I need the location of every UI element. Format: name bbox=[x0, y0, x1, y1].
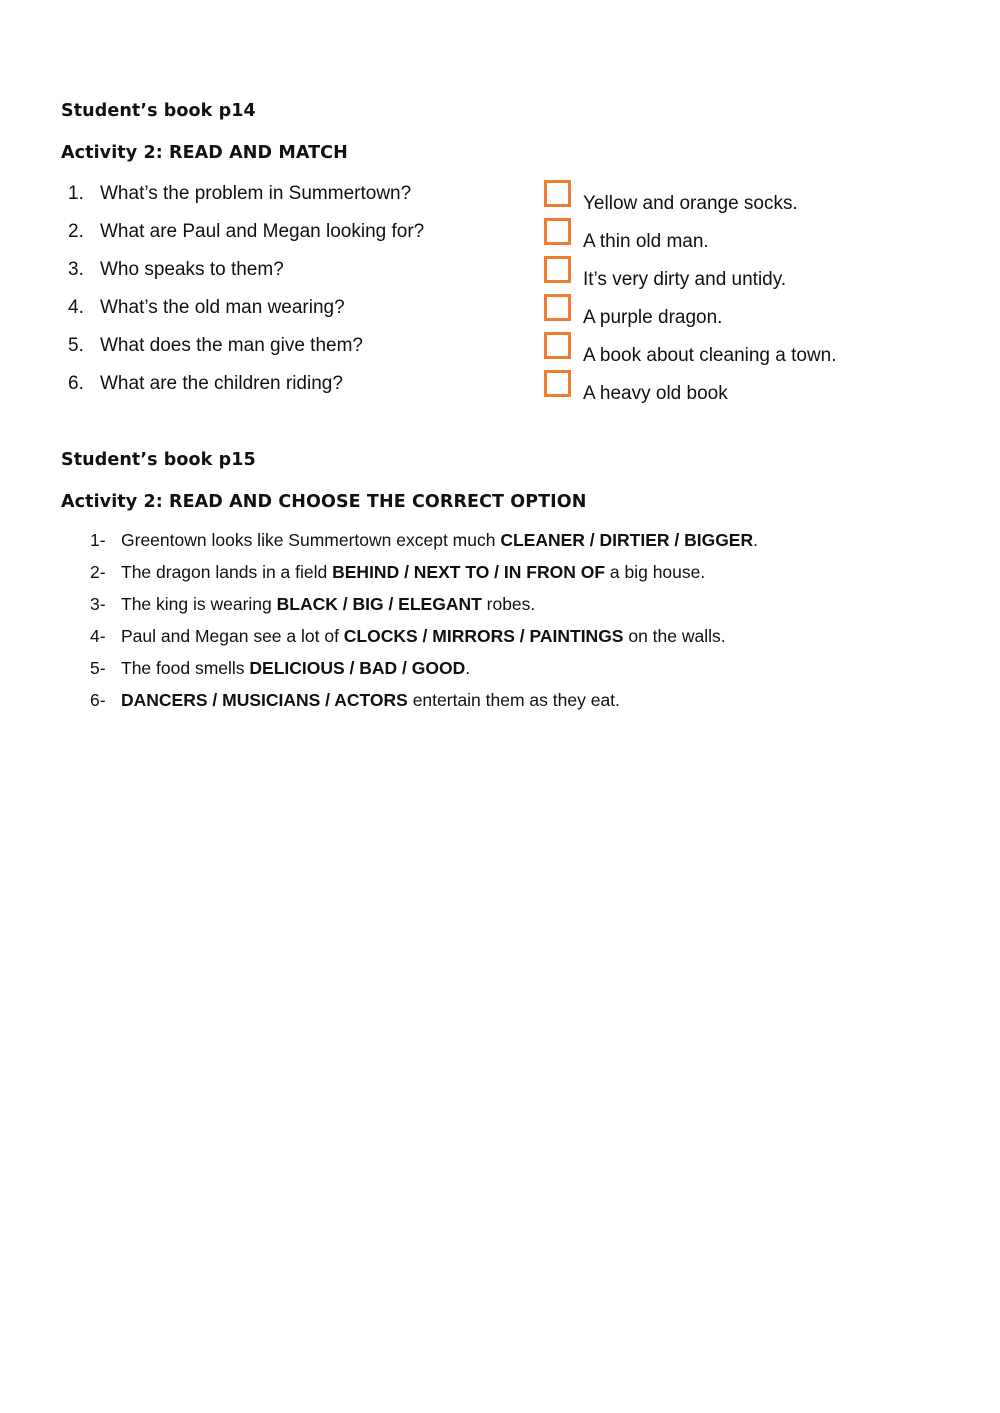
question-text: What’s the problem in Summertown? bbox=[100, 183, 412, 204]
question-text: What’s the old man wearing? bbox=[100, 297, 345, 318]
answer-checkbox[interactable] bbox=[544, 218, 571, 245]
sentence-text-after: . bbox=[753, 530, 758, 550]
sentence-item bbox=[90, 657, 758, 689]
sentence-text-before: The dragon lands in a field bbox=[121, 562, 333, 582]
answer-text: A heavy old book bbox=[583, 383, 728, 404]
answer-checkbox[interactable] bbox=[544, 256, 571, 283]
answer-text: A purple dragon. bbox=[583, 307, 723, 328]
question-item bbox=[68, 220, 424, 258]
sentence-number: 3- bbox=[90, 594, 106, 614]
question-item bbox=[68, 258, 424, 296]
answer-text: A thin old man. bbox=[583, 231, 709, 252]
answer-text: It’s very dirty and untidy. bbox=[583, 269, 787, 290]
activity-heading-match: Activity 2: READ AND MATCH bbox=[61, 143, 348, 163]
sentence-number: 2- bbox=[90, 562, 106, 582]
question-text: What does the man give them? bbox=[100, 335, 363, 356]
sentence-list bbox=[90, 529, 758, 721]
option-choices[interactable]: CLOCKS / MIRRORS / PAINTINGS bbox=[343, 626, 624, 646]
sentence-number: 4- bbox=[90, 626, 106, 646]
option-choices[interactable]: BEHIND / NEXT TO / IN FRON OF bbox=[332, 562, 606, 582]
question-number: 4. bbox=[68, 297, 84, 318]
question-item bbox=[68, 334, 424, 372]
answer-text: A book about cleaning a town. bbox=[583, 345, 837, 366]
option-choices[interactable]: CLEANER / DIRTIER / BIGGER bbox=[500, 530, 754, 550]
option-choices[interactable]: DELICIOUS / BAD / GOOD bbox=[249, 658, 466, 678]
sentence-item bbox=[90, 625, 758, 657]
question-number: 3. bbox=[68, 259, 84, 280]
sentence-text-before: Greentown looks like Summertown except much bbox=[121, 530, 501, 550]
question-text: Who speaks to them? bbox=[100, 259, 284, 280]
activity-heading-choose: Activity 2: READ AND CHOOSE THE CORRECT OPTION bbox=[61, 492, 587, 512]
sentence-number: 6- bbox=[90, 690, 106, 710]
question-number: 6. bbox=[68, 373, 84, 394]
sentence-text-after: on the walls. bbox=[623, 626, 726, 646]
question-number: 1. bbox=[68, 183, 84, 204]
sentence-item bbox=[90, 561, 758, 593]
sentence-text-after: robes. bbox=[481, 594, 536, 614]
sentence-text-after: . bbox=[465, 658, 471, 678]
answer-checkbox[interactable] bbox=[544, 370, 571, 397]
question-item bbox=[68, 182, 424, 220]
question-number: 2. bbox=[68, 221, 84, 242]
question-item bbox=[68, 296, 424, 334]
answer-checkbox[interactable] bbox=[544, 332, 571, 359]
sentence-item bbox=[90, 689, 758, 721]
question-text: What are the children riding? bbox=[100, 373, 343, 394]
book-page-heading-p15: Student’s book p15 bbox=[61, 450, 256, 470]
sentence-item bbox=[90, 529, 758, 561]
question-text: What are Paul and Megan looking for? bbox=[100, 221, 425, 242]
answer-checkbox[interactable] bbox=[544, 294, 571, 321]
sentence-item bbox=[90, 593, 758, 625]
sentence-text-before: The food smells bbox=[121, 658, 250, 678]
answer-text: Yellow and orange socks. bbox=[583, 193, 798, 214]
sentence-text-after: a big house. bbox=[605, 562, 706, 582]
question-list bbox=[68, 182, 424, 410]
answer-checkbox[interactable] bbox=[544, 180, 571, 207]
option-choices[interactable]: BLACK / BIG / ELEGANT bbox=[276, 594, 482, 614]
sentence-text-after: entertain them as they eat. bbox=[407, 690, 620, 710]
sentence-text-before: The king is wearing bbox=[121, 594, 277, 614]
question-item bbox=[68, 372, 424, 410]
sentence-number: 5- bbox=[90, 658, 106, 678]
option-choices[interactable]: DANCERS / MUSICIANS / ACTORS bbox=[121, 690, 408, 710]
sentence-number: 1- bbox=[90, 530, 106, 550]
book-page-heading-p14: Student’s book p14 bbox=[61, 101, 256, 121]
sentence-text-before: Paul and Megan see a lot of bbox=[121, 626, 344, 646]
question-number: 5. bbox=[68, 335, 84, 356]
